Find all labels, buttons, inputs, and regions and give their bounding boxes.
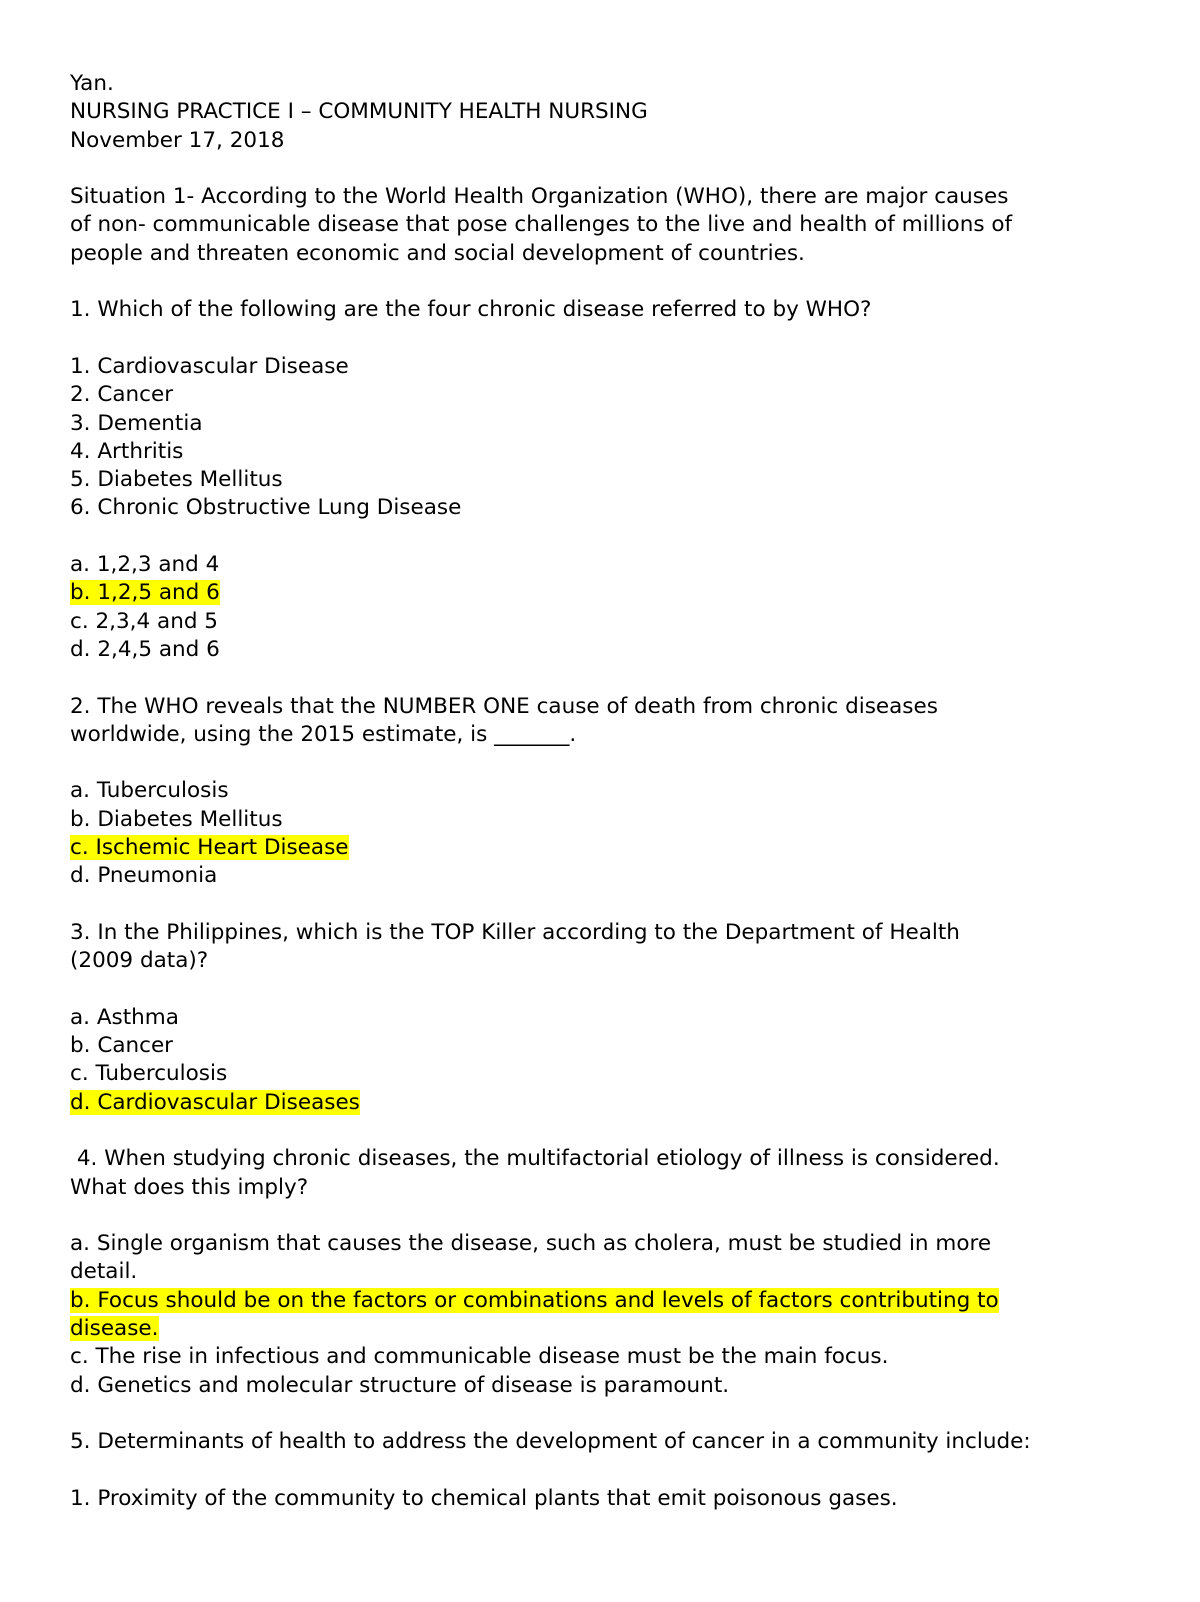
question-3 bbox=[70, 919, 1140, 1117]
question-text: 4. When studying chronic diseases, the multifactorial etiology of illness is considered. bbox=[70, 1146, 1000, 1172]
question-2 bbox=[70, 693, 1140, 891]
question-4 bbox=[70, 1145, 1140, 1400]
answer-choice: a. Tuberculosis bbox=[70, 778, 229, 804]
list-item: 4. Arthritis bbox=[70, 438, 184, 464]
correct-answer-choice: d. Cardiovascular Diseases bbox=[70, 1089, 360, 1115]
exam-date: November 17, 2018 bbox=[70, 127, 285, 153]
list-item: 3. Dementia bbox=[70, 410, 203, 436]
course-title: NURSING PRACTICE I – COMMUNITY HEALTH NURSING bbox=[70, 99, 648, 125]
correct-answer-choice: b. 1,2,5 and 6 bbox=[70, 580, 220, 606]
question-1 bbox=[70, 296, 1140, 664]
answer-choice: d. Pneumonia bbox=[70, 863, 218, 889]
question-text: What does this imply? bbox=[70, 1174, 309, 1200]
answer-choice: d. 2,4,5 and 6 bbox=[70, 636, 220, 662]
answer-choice: c. The rise in infectious and communicable disease must be the main focus. bbox=[70, 1344, 889, 1370]
answer-choice: a. Asthma bbox=[70, 1004, 179, 1030]
situation-line: of non- communicable disease that pose challenges to the live and health of millions of bbox=[70, 212, 1013, 238]
situation-line: Situation 1- According to the World Health Organization (WHO), there are major causes bbox=[70, 184, 1009, 210]
author-name: Yan. bbox=[70, 71, 114, 96]
list-item: 1. Cardiovascular Disease bbox=[70, 353, 349, 379]
situation-paragraph bbox=[70, 183, 1140, 268]
question-text: (2009 data)? bbox=[70, 948, 209, 974]
answer-choice: a. Single organism that causes the disease, such as cholera, must be studied in more bbox=[70, 1231, 992, 1257]
question-text: 1. Which of the following are the four chronic disease referred to by WHO? bbox=[70, 297, 872, 323]
correct-answer-choice: b. Focus should be on the factors or combinations and levels of factors contributing to bbox=[70, 1287, 999, 1313]
correct-answer-choice: c. Ischemic Heart Disease bbox=[70, 835, 349, 861]
question-text: 5. Determinants of health to address the development of cancer in a community include: bbox=[70, 1429, 1031, 1455]
list-item: 2. Cancer bbox=[70, 382, 174, 408]
situation-line: people and threaten economic and social development of countries. bbox=[70, 240, 805, 266]
answer-choice: d. Genetics and molecular structure of disease is paramount. bbox=[70, 1372, 730, 1398]
correct-answer-choice: disease. bbox=[70, 1316, 159, 1342]
question-5 bbox=[70, 1428, 1140, 1513]
answer-choice: b. Diabetes Mellitus bbox=[70, 806, 283, 832]
answer-choice: a. 1,2,3 and 4 bbox=[70, 552, 220, 578]
list-item: 5. Diabetes Mellitus bbox=[70, 467, 283, 493]
question-text: 3. In the Philippines, which is the TOP Killer according to the Department of Health bbox=[70, 919, 960, 945]
question-text: 2. The WHO reveals that the NUMBER ONE cause of death from chronic diseases bbox=[70, 693, 938, 719]
list-item: 1. Proximity of the community to chemical plants that emit poisonous gases. bbox=[70, 1485, 898, 1511]
answer-choice: b. Cancer bbox=[70, 1033, 174, 1059]
answer-choice: c. 2,3,4 and 5 bbox=[70, 608, 218, 634]
answer-choice: c. Tuberculosis bbox=[70, 1061, 228, 1087]
list-item: 6. Chronic Obstructive Lung Disease bbox=[70, 495, 462, 521]
question-text: worldwide, using the 2015 estimate, is _______. bbox=[70, 721, 577, 747]
answer-choice: detail. bbox=[70, 1259, 138, 1285]
